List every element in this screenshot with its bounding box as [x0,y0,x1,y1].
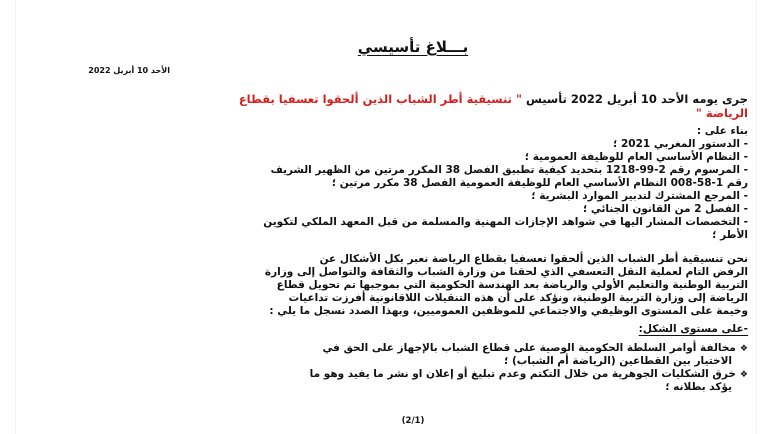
intro-line-1: جرى يومه الأحد 10 أبريل 2022 تأسيس " تنسيقية أطر الشباب الذين ألحقوا تعسفيا بقطاع [238,92,748,106]
based-on-heading: بناء على : [696,125,748,137]
statement-line: التربية الوطنية والتعليم الأولي والرياضة بعد الهندسة الحكومية التي بموجبها تم تحويل قطاع [276,279,748,291]
statement-line: الرفض التام لعملية النقل التعسفي الذي لحقنا من وزارة الشباب والثقافة والتواصل إلى وزارة [264,266,748,278]
based-on-item: الأطر ؛ [712,229,748,241]
document-title: بـــلاغ تأسيسي [357,38,469,56]
form-bullet-1-continuation: الاختيار بين القطاعين (الرياضة أم الشباب) ؛ [504,355,732,367]
form-bullet-1: ❖مخالفة أوامر السلطة الحكومية الوصية على قطاع الشباب بالإجهاز على الحق في [322,342,748,354]
statement-line: وخيمة على المستوى الوظيفي والاجتماعي للموظفين العموميين، وبهذا الصدد نسجل ما يلي : [269,305,748,317]
form-bullet-2: ❖خرق الشكليات الجوهرية من خلال التكتم وعدم تبليغ أو إعلان او نشر ما يفيد وهو ما [309,368,748,380]
based-on-item: - المرجع المشترك لتدبير الموارد البشرية ؛ [531,190,748,202]
based-on-item: رقم 1-58-008 النظام الأساسي العام للوظيفة العمومية الفصل 38 مكرر مرتين ؛ [331,177,748,189]
statement-line: نحن تنسيقية أطر الشباب الذين ألحقوا تعسفيا بقطاع الرياضة نعبر بكل الأشكال عن [319,253,748,265]
form-section-heading: -على مستوى الشكل: [638,323,748,335]
based-on-item: - التخصصات المشار اليها في شواهد الإجازات المهنية والمسلمة من قبل المعهد الملكي لتكوين [263,216,748,228]
based-on-item: - النظام الأساسي العام للوظيفة العمومية ؛ [524,151,748,163]
statement-line: الرياضة إلى وزارة التربية الوطنية، ونؤكد على أن هذه التنقيلات اللاقانونية أفرزت تداعيات [288,292,748,304]
diamond-bullet-icon: ❖ [739,344,748,354]
page-frame [16,0,756,434]
form-bullet-2-continuation: يؤكد بطلانه ؛ [665,381,732,393]
diamond-bullet-icon: ❖ [739,370,748,380]
document [78,0,748,434]
intro-line-2: الرياضة " [695,106,748,120]
based-on-item: - المرسوم رقم 2-99-1218 بتحديد كيفية تطبيق الفصل 38 المكرر مرتين من الظهير الشريف [270,164,748,176]
page-number: (2/1) [401,416,425,426]
based-on-item: - الفصل 2 من القانون الجنائي ؛ [582,203,748,215]
document-date: الأحد 10 أبريل 2022 [88,66,170,75]
based-on-item: - الدستور المغربي 2021 ؛ [613,138,748,150]
